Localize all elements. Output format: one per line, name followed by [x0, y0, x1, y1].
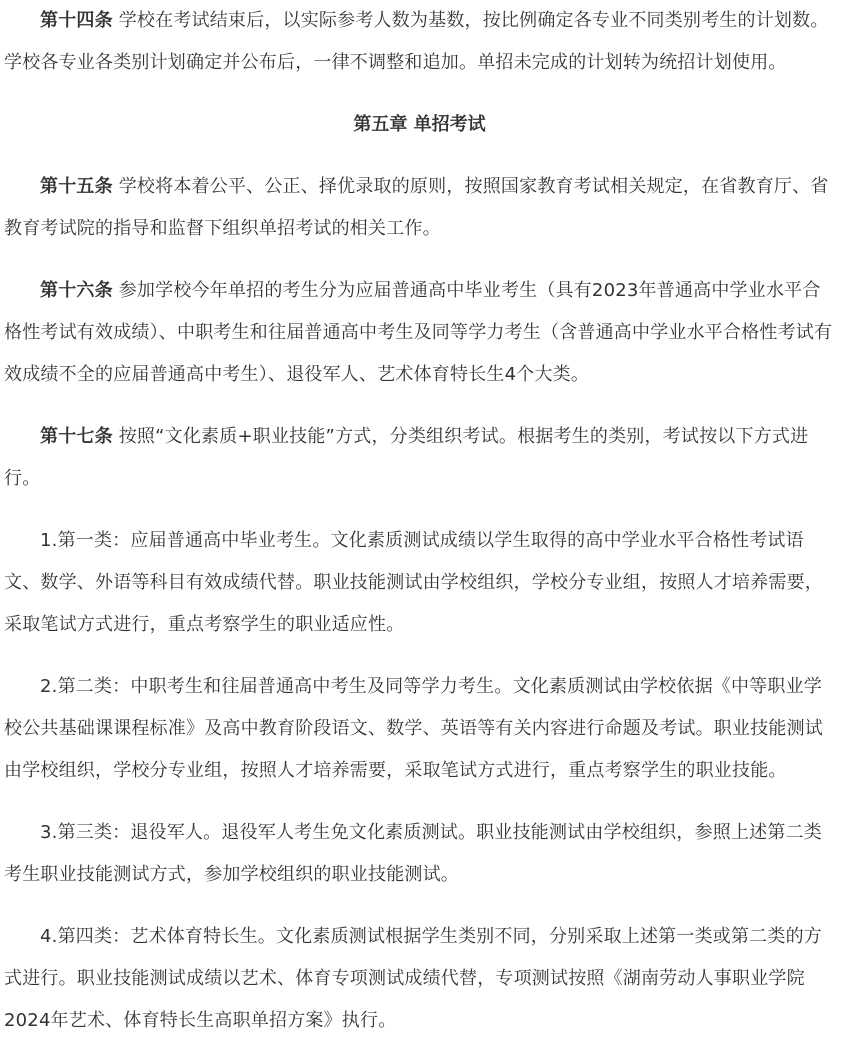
article-17-paragraph [4, 416, 835, 500]
chapter-heading: 第五章 单招考试 [353, 114, 486, 135]
paragraph-gap [4, 84, 835, 104]
paragraph-gap [4, 792, 835, 812]
article-label: 第十四条 [40, 10, 113, 31]
article-16-paragraph [4, 270, 835, 396]
article-label: 第十五条 [40, 176, 113, 197]
paragraph-gap [4, 396, 835, 416]
paragraph-gap [4, 646, 835, 666]
article-label: 第十六条 [40, 280, 113, 301]
paragraph-gap [4, 896, 835, 916]
article-text: 按照“文化素质+职业技能”方式，分类组织考试。根据考生的类别，考试按以下方式进行。 [4, 426, 809, 489]
article-text: 参加学校今年单招的考生分为应届普通高中毕业考生（具有2023年普通高中学业水平合格性考试有效成绩）、中职考生和往届普通高中考生及同等学力考生（含普通高中学业水平合格性考试有效成绩不全的应届普通高中考生）、退役军人、艺术体育特长生4个大类。 [4, 280, 833, 385]
article-label: 第十七条 [40, 426, 113, 447]
article-text: 学校在考试结束后，以实际参考人数为基数，按比例确定各专业不同类别考生的计划数。学校各专业各类别计划确定并公布后，一律不调整和追加。单招未完成的计划转为统招计划使用。 [4, 10, 829, 73]
paragraph-gap [4, 250, 835, 270]
category-1-paragraph: 1.第一类：应届普通高中毕业考生。文化素质测试成绩以学生取得的高中学业水平合格性考试语文、数学、外语等科目有效成绩代替。职业技能测试由学校组织，学校分专业组，按照人才培养需要，采取笔试方式进行，重点考察学生的职业适应性。 [4, 530, 823, 635]
article-15-paragraph [4, 166, 835, 250]
paragraph-gap [4, 146, 835, 166]
category-4-paragraph: 4.第四类：艺术体育特长生。文化素质测试根据学生类别不同，分别采取上述第一类或第二类的方式进行。职业技能测试成绩以艺术、体育专项测试成绩代替，专项测试按照《湖南劳动人事职业学院2024年艺术、体育特长生高职单招方案》执行。 [4, 926, 822, 1031]
category-2-paragraph: 2.第二类：中职考生和往届普通高中考生及同等学力考生。文化素质测试由学校依据《中等职业学校公共基础课课程标准》及高中教育阶段语文、数学、英语等有关内容进行命题及考试。职业技能测试由学校组织，学校分专业组，按照人才培养需要，采取笔试方式进行，重点考察学生的职业技能。 [4, 676, 823, 781]
article-14-paragraph [4, 0, 835, 84]
article-text: 学校将本着公平、公正、择优录取的原则，按照国家教育考试相关规定，在省教育厅、省教育考试院的指导和监督下组织单招考试的相关工作。 [4, 176, 829, 239]
category-3-paragraph: 3.第三类：退役军人。退役军人考生免文化素质测试。职业技能测试由学校组织，参照上述第二类考生职业技能测试方式，参加学校组织的职业技能测试。 [4, 822, 822, 885]
paragraph-gap [4, 500, 835, 520]
